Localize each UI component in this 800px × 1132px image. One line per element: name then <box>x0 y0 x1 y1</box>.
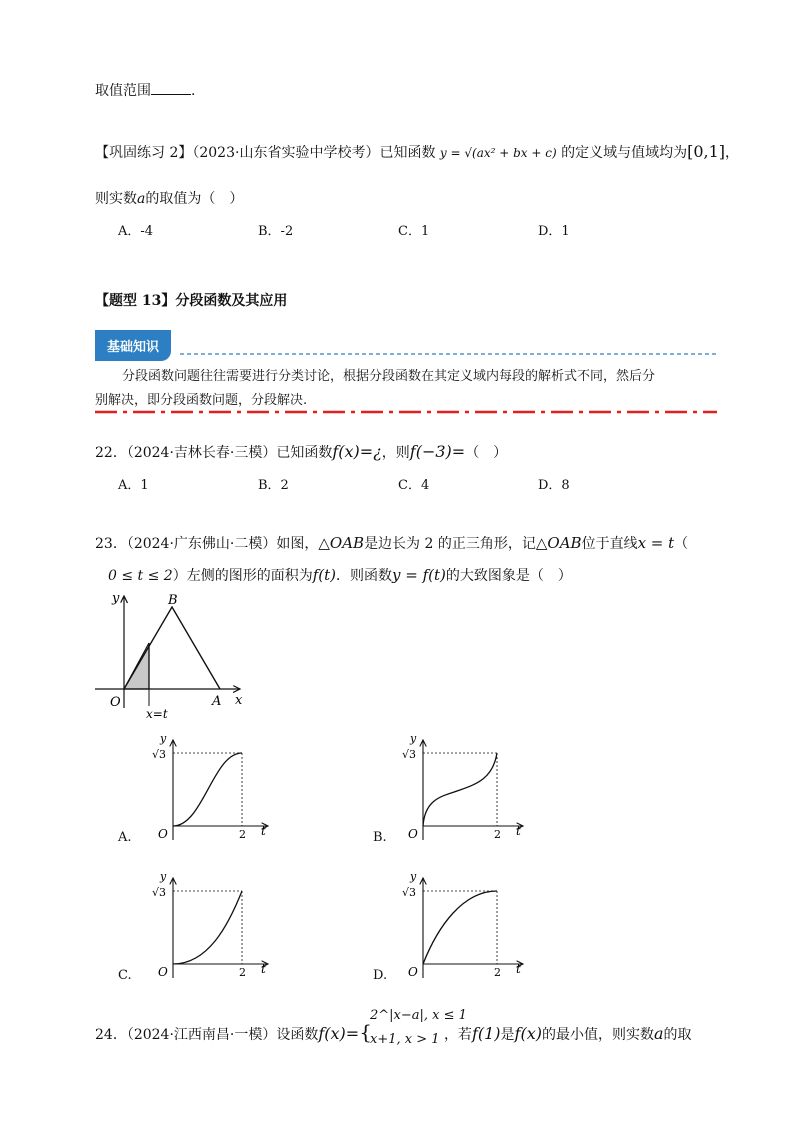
fig-o-label: O <box>110 695 121 710</box>
q23-tri2: △OAB <box>535 534 582 552</box>
option-a-graph <box>118 728 278 848</box>
practice2-line2b: 的取值为（ ） <box>145 191 244 207</box>
option-b-o: O <box>408 827 418 841</box>
q23-text1: （2024·广东佛山·二模）如图， <box>126 536 319 552</box>
option-a-t: t <box>261 824 266 838</box>
option-a[interactable] <box>118 728 278 848</box>
option-c-graph <box>118 866 278 986</box>
option-c-sqrt3: √3 <box>152 886 167 899</box>
fig-a-label: A <box>212 694 222 709</box>
knowledge-line1: 分段函数问题往往需要进行分类讨论，根据分段函数在其定义域内每段的解析式不同，然后分 <box>122 369 656 384</box>
q23-ft: f(t) <box>312 566 336 584</box>
q24-f1: f(1) <box>471 1024 501 1043</box>
option-b-label: B. <box>373 830 387 845</box>
range-line <box>95 80 195 100</box>
section13-title: 【题型 13】分段函数及其应用 <box>95 293 288 309</box>
option-b[interactable] <box>373 728 533 848</box>
q23-num: 23． <box>95 536 127 552</box>
period: . <box>191 83 196 99</box>
option-d-two: 2 <box>494 966 501 979</box>
q22-choice-a[interactable]: A．1 <box>118 478 149 493</box>
q22-line <box>95 442 507 462</box>
q22-expr: f(−3)= <box>409 442 466 461</box>
choice-d[interactable]: D．1 <box>538 224 570 239</box>
practice2-interval: [0,1] <box>687 142 726 161</box>
option-b-y: y <box>410 732 417 745</box>
q22-choice-d[interactable]: D．8 <box>538 478 570 493</box>
q24-piece2: x+1, x > 1 <box>370 1032 440 1047</box>
option-d[interactable] <box>373 866 533 986</box>
option-a-y: y <box>160 732 167 745</box>
curve-d <box>423 891 497 964</box>
q24-func: f(x)= <box>318 1024 360 1043</box>
q23-line1 <box>95 533 688 553</box>
curve-c <box>173 891 242 964</box>
option-a-o: O <box>158 827 168 841</box>
triangle-figure <box>90 588 260 720</box>
range-text: 取值范围 <box>95 83 151 99</box>
q23-text4: ）左侧的图形的面积为 <box>172 568 313 584</box>
option-b-t: t <box>516 824 521 838</box>
practice2-tail: ， <box>725 145 740 161</box>
choice-b[interactable]: B．-2 <box>258 224 294 239</box>
q22-mid: ，则 <box>381 445 410 461</box>
knowledge-tag: 基础知识 <box>95 330 171 361</box>
q22-func: f(x)=¿ <box>332 442 382 461</box>
fig-b-label: B <box>168 593 178 608</box>
practice2-tag: 【巩固练习 2】 <box>95 145 193 161</box>
q22-choice-b[interactable]: B．2 <box>258 478 289 493</box>
knowledge-line2: 别解决，即分段函数问题，分段解决. <box>95 393 308 408</box>
option-d-sqrt3: √3 <box>402 886 417 899</box>
practice2-line2a: 则实数 <box>95 191 137 207</box>
option-d-o: O <box>408 965 418 979</box>
option-c[interactable] <box>118 866 278 986</box>
option-d-label: D. <box>373 968 388 983</box>
option-b-sqrt3: √3 <box>402 748 417 761</box>
practice2-source: （2023·山东省实验中学校考）已知函数 <box>192 145 436 161</box>
q22-num: 22． <box>95 445 127 461</box>
option-c-o: O <box>158 965 168 979</box>
q23-paren: （ <box>674 536 689 552</box>
q23-text2: 是边长为 2 的正三角形，记 <box>364 536 536 552</box>
practice2-line1 <box>95 142 739 162</box>
q24-source: （2024·江西南昌·一模）设函数 <box>126 1027 319 1043</box>
option-c-y: y <box>160 870 167 883</box>
option-a-two: 2 <box>239 828 246 841</box>
q23-yft: y = f(t) <box>392 566 446 584</box>
fig-x-label: x <box>235 693 243 708</box>
q24-piece1: 2^|x−a|, x ≤ 1 <box>370 1008 467 1023</box>
q23-cond: 0 ≤ t ≤ 2 <box>108 568 173 584</box>
option-d-t: t <box>516 962 521 976</box>
q22-choices <box>118 474 678 493</box>
option-b-graph <box>373 728 533 848</box>
q23-line2 <box>108 565 572 585</box>
q24-line: 24．（2024·江西南昌·一模）设函数f(x)={ ，若f(1)是f(x)的最小值，则实数a的取 <box>95 1020 692 1044</box>
option-d-y: y <box>410 870 417 883</box>
curve-a <box>173 753 242 826</box>
option-c-t: t <box>261 962 266 976</box>
q24-text1: ，若 <box>443 1027 472 1043</box>
practice2-line2 <box>95 188 243 208</box>
q24-text4: 的取 <box>663 1027 692 1043</box>
practice2-var: a <box>137 191 146 207</box>
option-d-graph <box>373 866 533 986</box>
choice-a[interactable]: A．-4 <box>118 224 154 239</box>
practice2-func: y = √(ax² + bx + c) <box>439 146 557 160</box>
option-c-two: 2 <box>239 966 246 979</box>
q23-text6: 的大致图象是（ ） <box>445 568 572 584</box>
q22-source: （2024·吉林长春·三模）已知函数 <box>126 445 333 461</box>
q23-text3: 位于直线 <box>581 536 638 552</box>
choice-c[interactable]: C．1 <box>398 224 430 239</box>
option-a-label: A. <box>118 830 132 845</box>
q24-text3: 的最小值，则实数 <box>541 1027 654 1043</box>
option-a-sqrt3: √3 <box>152 748 167 761</box>
q22-choice-c[interactable]: C．4 <box>398 478 430 493</box>
q23-text5: ．则函数 <box>336 568 392 584</box>
q24-var: a <box>653 1024 664 1043</box>
fig-xt-label: x=t <box>146 707 168 720</box>
q22-end: （ ） <box>465 445 508 461</box>
practice2-choices <box>118 220 678 239</box>
practice2-middle: 的定义域与值域均为 <box>561 145 688 161</box>
q23-line-eq: x = t <box>637 534 675 552</box>
option-b-two: 2 <box>494 828 501 841</box>
q24-fx: f(x) <box>514 1024 542 1043</box>
option-c-label: C. <box>118 968 132 983</box>
q24-num: 24． <box>95 1027 127 1043</box>
q24-text2: 是 <box>500 1027 515 1043</box>
answer-blank <box>151 82 191 95</box>
curve-b <box>423 753 497 826</box>
q23-tri: △OAB <box>318 534 365 552</box>
fig-y-label: y <box>112 591 120 606</box>
